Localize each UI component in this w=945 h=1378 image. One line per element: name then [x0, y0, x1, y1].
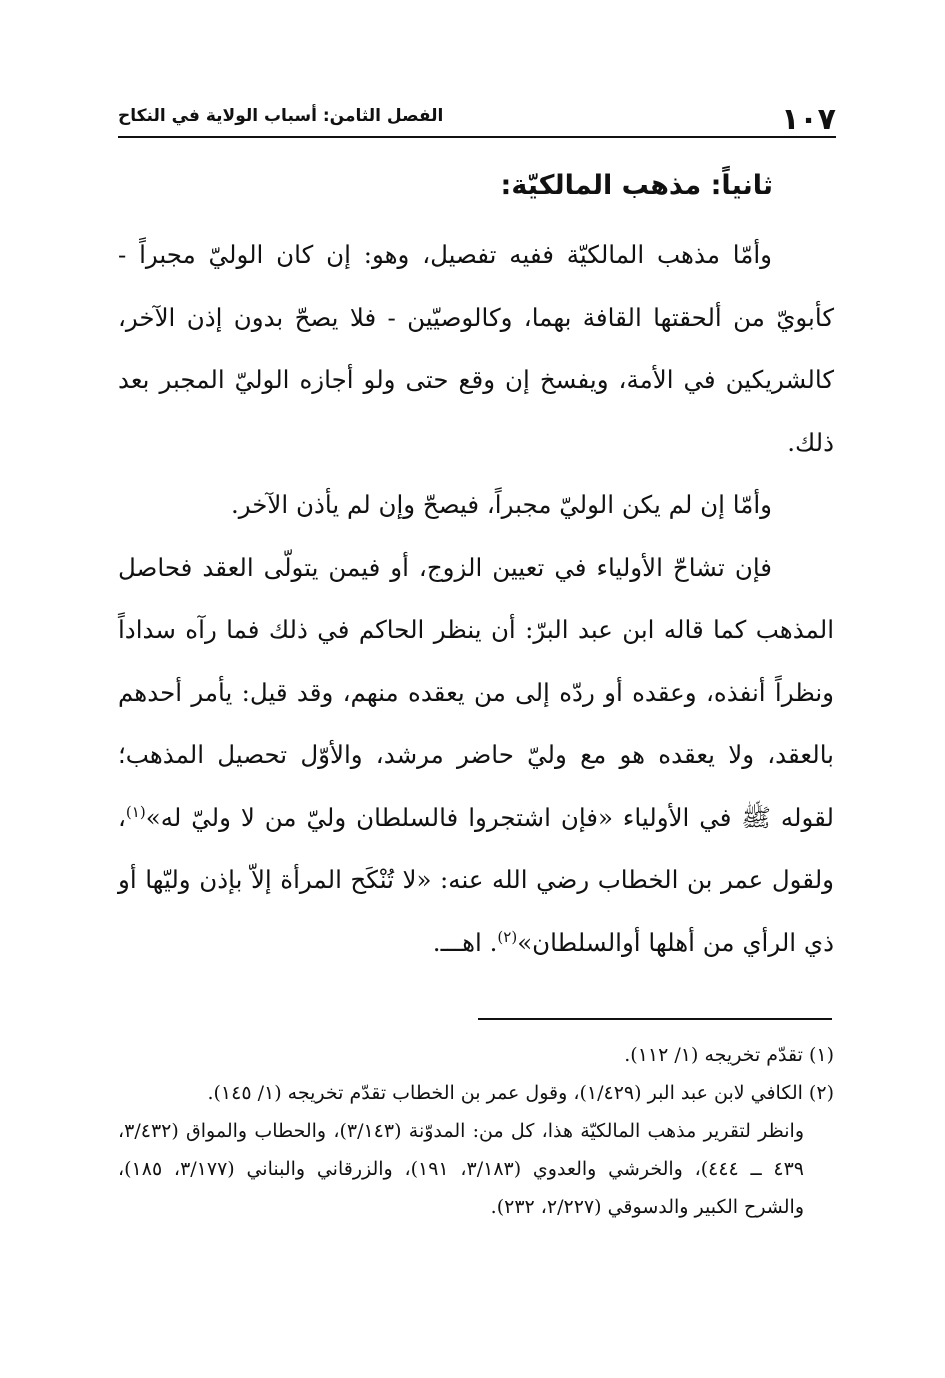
footnote-marker: (١)	[125, 802, 146, 821]
paragraph-text: ، ولقول عمر بن الخطاب رضي الله عنه: «لا تُنْكَح المرأة إلاّ بإذن وليّها أو ذي الرأي من أهلها أوالسلطان»	[118, 802, 834, 957]
page-number: ١٠٧	[781, 102, 836, 137]
section-heading: ثانياً: مذهب المالكيّة:	[500, 170, 773, 201]
paragraph	[118, 537, 834, 975]
footnote-separator	[478, 1018, 832, 1020]
footnote: (١) تقدّم تخريجه (١/ ١١٢).	[624, 1044, 834, 1066]
footnote-marker: (٢)	[497, 927, 518, 946]
running-title: الفصل الثامن: أسباب الولاية في النكاح	[118, 106, 444, 126]
page-header	[118, 100, 836, 138]
paragraph: وأمّا إن لم يكن الوليّ مجبراً، فيصحّ وإن لم يأذن الآخر.	[230, 490, 772, 519]
footnotes	[118, 1036, 834, 1226]
paragraph-text: فإن تشاحّ الأولياء في تعيين الزوج، أو فيمن يتولّى العقد فحاصل المذهب كما قاله ابن عبد البرّ: أن ينظر الحاكم في ذلك فما رآه سداداً ونظراً أنفذه، وعقده أو ردّه إلى من يعقده منهم، وقد قيل: يأمر أحدهم بالعقد، ولا يعقده هو مع وليّ حاضر مرشد، والأوّل تحصيل المذهب؛ لقوله ﷺ في الأولياء «فإن اشتجروا فالسلطان وليّ من لا وليّ له»	[118, 552, 834, 832]
body-text	[118, 224, 834, 974]
paragraph: وأمّا مذهب المالكيّة ففيه تفصيل، وهو: إن كان الوليّ مجبراً - كأبويّ من ألحقتها القافة بهما، وكالوصيّين - فلا يصحّ بدون إذن الآخر، كالشريكين في الأمة، ويفسخ إن وقع حتى ولو أجازه الوليّ المجبر بعد ذلك.	[118, 240, 834, 457]
footnote-continuation: وانظر لتقرير مذهب المالكيّة هذا، كل من: المدوّنة (٣/١٤٣)، والحطاب والمواق (٣/٤٣٢، ٤٣٩ ــ ٤٤٤)، والخرشي والعدوي (٣/١٨٣، ١٩١)، والزرقاني والبناني (٣/١٧٧، ١٨٥)، والشرح الكبير والدسوقي (٢/٢٢٧، ٢٣٢).	[118, 1120, 805, 1218]
paragraph-text: . اهـــ.	[432, 927, 498, 957]
footnote: (٢) الكافي لابن عبد البر (١/٤٢٩)، وقول عمر بن الخطاب تقدّم تخريجه (١/ ١٤٥).	[207, 1082, 834, 1104]
